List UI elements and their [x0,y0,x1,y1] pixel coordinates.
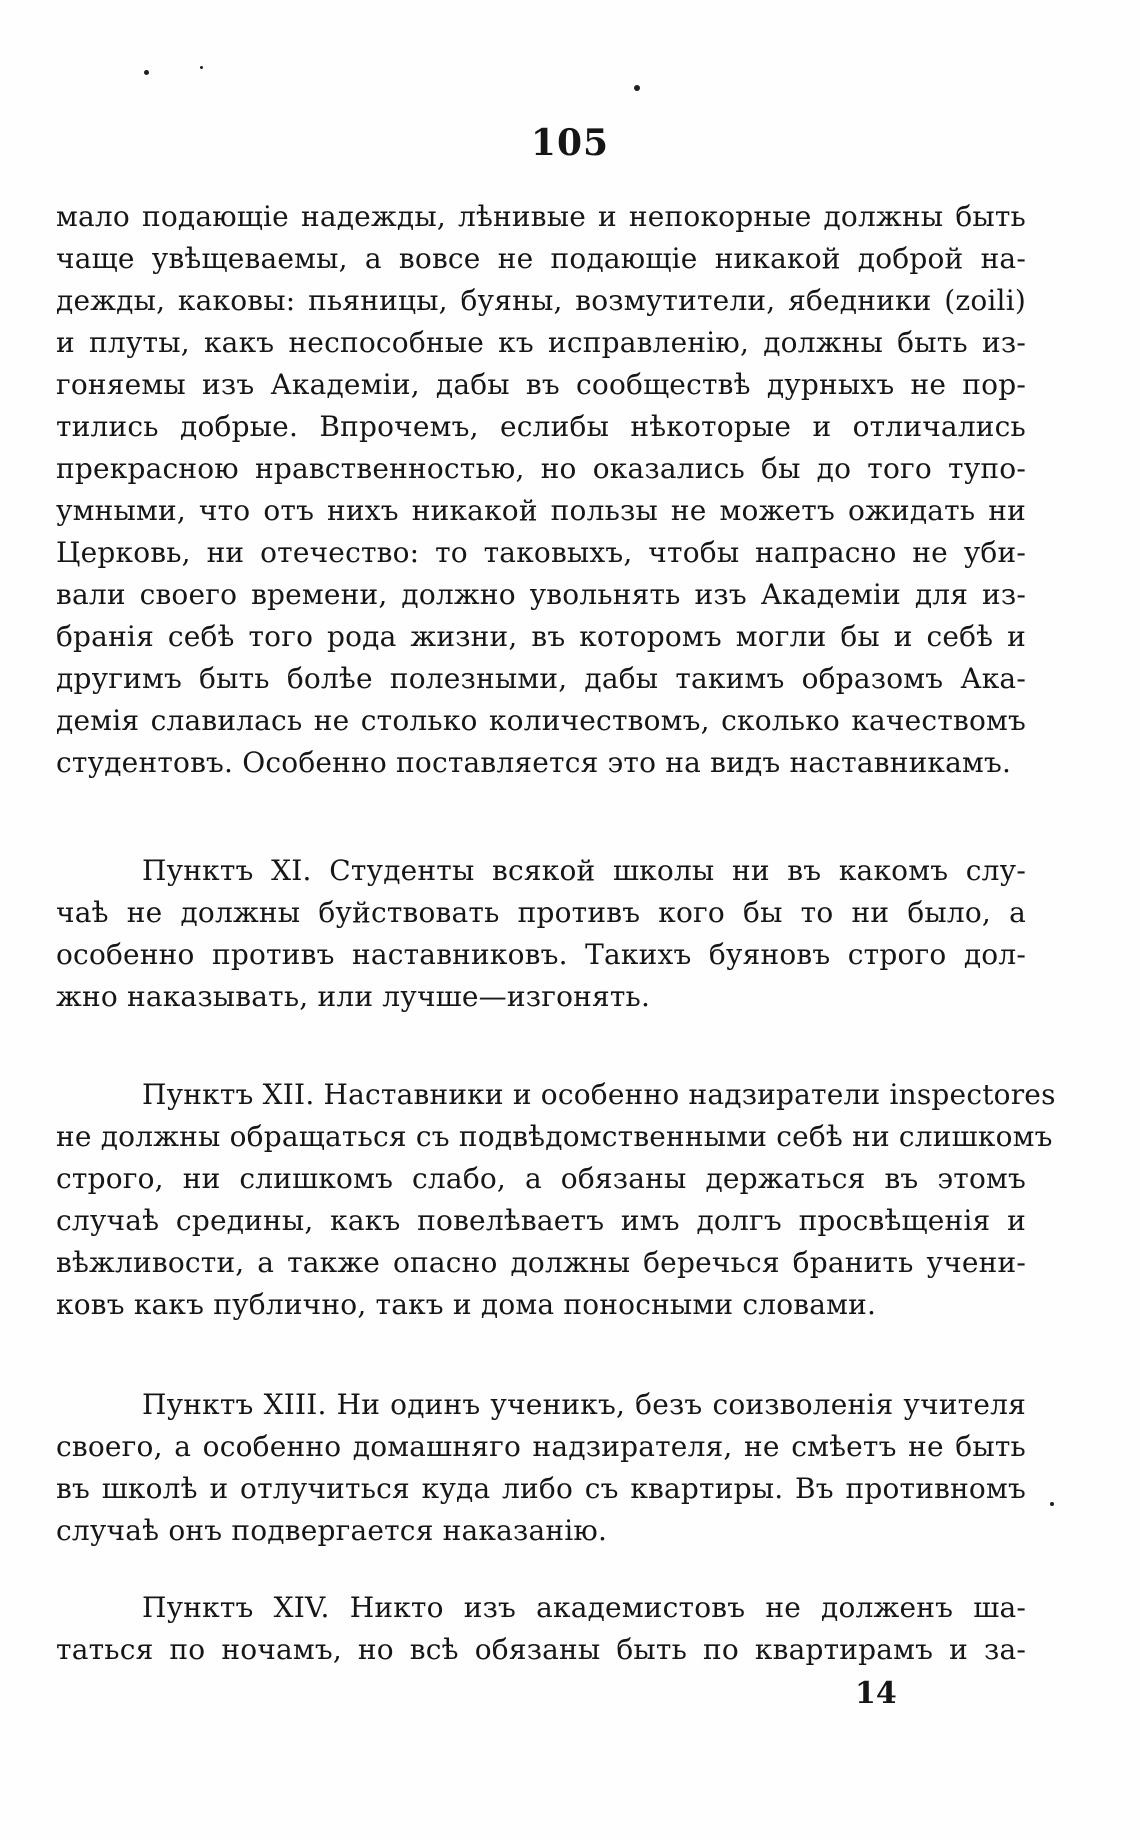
text-line: дежды, каковы: пьяницы, буяны, возмутители, ябедники (zoili) [56,284,1026,317]
text-line: и плуты, какъ неспособные къ исправленію, должны быть из- [56,326,1026,359]
text-line: Пунктъ XI. Студенты всякой школы ни въ какомъ слу- [142,854,1026,887]
text-line: другимъ быть болѣе полезными, дабы такимъ образомъ Ака- [56,662,1026,695]
text-line: вали своего времени, должно увольнять изъ Академіи для из- [56,578,1026,611]
paragraph-intro [56,196,1026,784]
print-speck [634,85,640,91]
text-line: въ школѣ и отлучиться куда либо съ квартиры. Въ противномъ [56,1472,1026,1505]
paragraph-punkt-xi [56,850,1026,1018]
text-line: не должны обращаться съ подвѣдомственными себѣ ни слишкомъ [56,1120,1053,1153]
text-line: Пунктъ XII. Наставники и особенно надзиратели inspectores [142,1078,1056,1111]
text-line: случаѣ средины, какъ повелѣваетъ имъ долгъ просвѣщенія и [56,1204,1026,1237]
text-line: тились добрые. Впрочемъ, еслибы нѣкоторые и отличались [56,410,1026,443]
print-speck [200,66,203,69]
text-line: Пунктъ XIII. Ни одинъ ученикъ, безъ соизволенія учителя [142,1388,1026,1421]
text-line: прекрасною нравственностью, но оказались бы до того тупо- [56,452,1026,485]
print-speck [144,70,149,75]
text-line: вѣжливости, а также опасно должны беречься бранить учени- [56,1246,1026,1279]
page-number: 105 [530,122,610,164]
text-line: бранія себѣ того рода жизни, въ которомъ могли бы и себѣ и [56,620,1026,653]
text-line: своего, а особенно домашняго надзирателя, не смѣетъ не быть [56,1430,1026,1463]
text-line: особенно противъ наставниковъ. Такихъ буяновъ строго дол- [56,938,1026,971]
text-line: жно наказывать, или лучше—изгонять. [56,980,651,1013]
text-line: чаще увѣщеваемы, а вовсе не подающіе никакой доброй на- [56,242,1026,275]
text-line: гоняемы изъ Академіи, дабы въ сообществѣ дурныхъ не пор- [56,368,1026,401]
paragraph-punkt-xiii [56,1384,1026,1552]
text-line: умными, что отъ нихъ никакой пользы не можетъ ожидать ни [56,494,1026,527]
text-line: таться по ночамъ, но всѣ обязаны быть по квартирамъ и за- [56,1633,1026,1666]
text-line: чаѣ не должны буйствовать противъ кого бы то ни было, а [56,896,1026,929]
text-line: случаѣ онъ подвергается наказанію. [56,1514,608,1547]
print-speck [1050,1502,1054,1506]
text-line: мало подающіе надежды, лѣнивые и непокорные должны быть [56,200,1026,233]
text-line: Церковь, ни отечество: то таковыхъ, чтобы напрасно не уби- [56,536,1026,569]
text-line: строго, ни слишкомъ слабо, а обязаны держаться въ этомъ [56,1162,1026,1195]
text-line: Пунктъ XIV. Никто изъ академистовъ не долженъ ша- [142,1591,1026,1624]
paragraph-punkt-xiv [56,1587,1026,1671]
text-line: студентовъ. Особенно поставляется это на видъ наставникамъ. [56,746,1012,779]
signature-mark: 14 [855,1676,897,1711]
text-line: ковъ какъ публично, такъ и дома поносными словами. [56,1288,877,1321]
paragraph-punkt-xii [56,1074,1056,1326]
text-line: демія славилась не столько количествомъ, сколько качествомъ [56,704,1026,737]
